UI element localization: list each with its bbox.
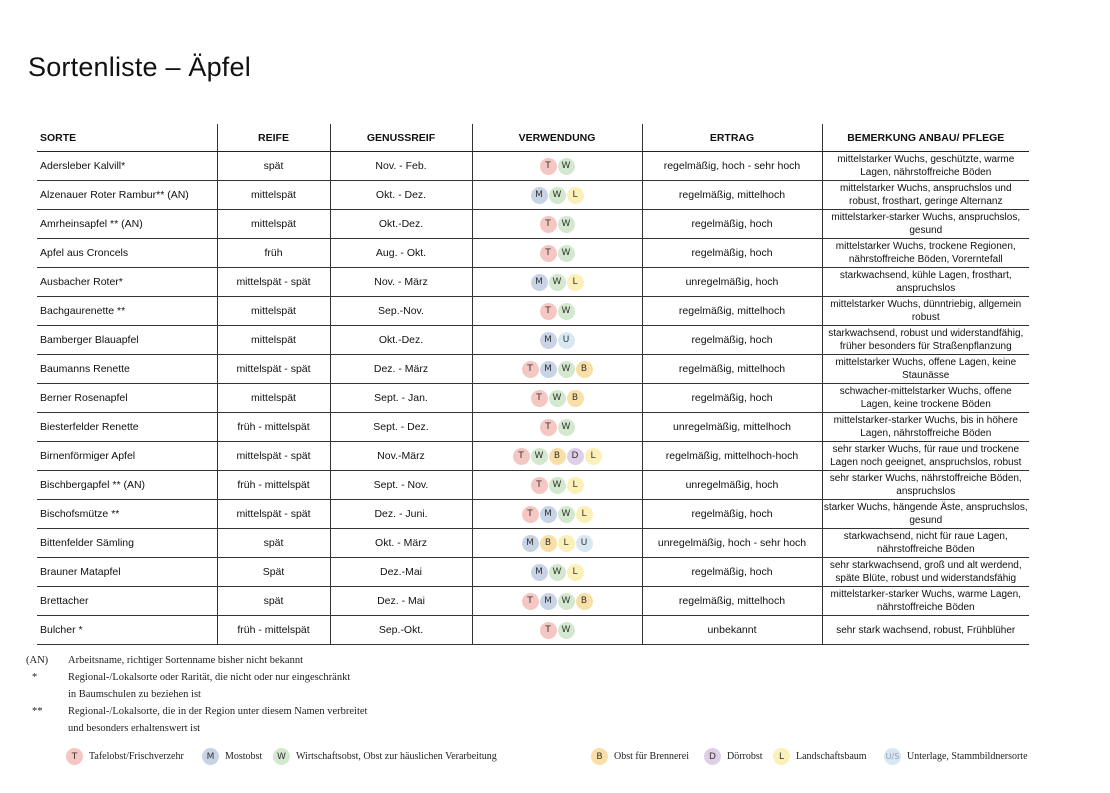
cell-ertrag: regelmäßig, mittelhoch	[642, 587, 822, 616]
cell-sorte: Biesterfelder Renette	[37, 413, 217, 442]
cell-sorte: Brauner Matapfel	[37, 558, 217, 587]
cell-ertrag: regelmäßig, hoch	[642, 239, 822, 268]
table-row	[37, 152, 1029, 181]
cell-verwendung	[472, 384, 642, 413]
cell-ertrag: regelmäßig, hoch	[642, 500, 822, 529]
cell-verwendung	[472, 558, 642, 587]
page-title: Sortenliste – Äpfel	[28, 52, 251, 82]
cell-bemerkung: mittelstarker Wuchs, offene Lagen, keine Staunässe	[822, 355, 1029, 384]
table-row	[37, 616, 1029, 645]
usage-badge: W	[549, 187, 566, 204]
cell-verwendung	[472, 297, 642, 326]
cell-ertrag: regelmäßig, mittelhoch-hoch	[642, 442, 822, 471]
cell-bemerkung: mittelstarker Wuchs, anspruchslos und robust, frosthart, geringe Alternanz	[822, 181, 1029, 210]
usage-badge: L	[567, 187, 584, 204]
key-badge: B	[591, 748, 608, 765]
cell-ertrag: regelmäßig, hoch	[642, 558, 822, 587]
cell-verwendung	[472, 529, 642, 558]
cell-verwendung	[472, 210, 642, 239]
footnote-key: *	[32, 672, 38, 683]
cell-sorte: Bittenfelder Sämling	[37, 529, 217, 558]
table-row	[37, 297, 1029, 326]
cell-bemerkung: mittelstarker Wuchs, trockene Regionen, nährstoffreiche Böden, Vorerntefall	[822, 239, 1029, 268]
cell-sorte: Ausbacher Roter*	[37, 268, 217, 297]
cell-ertrag: regelmäßig, hoch	[642, 210, 822, 239]
usage-badge: U	[558, 332, 575, 349]
usage-badge: M	[540, 332, 557, 349]
cell-sorte: Alzenauer Roter Rambur** (AN)	[37, 181, 217, 210]
cell-genussreif: Dez. - März	[330, 355, 472, 384]
usage-badge: W	[558, 419, 575, 436]
usage-badge: M	[522, 535, 539, 552]
cell-sorte: Brettacher	[37, 587, 217, 616]
usage-badge: U	[576, 535, 593, 552]
key-item	[773, 748, 867, 765]
table-row	[37, 442, 1029, 471]
key-badge: W	[273, 748, 290, 765]
table-row	[37, 239, 1029, 268]
cell-reife: mittelspät	[217, 326, 330, 355]
cell-genussreif: Nov. - Feb.	[330, 152, 472, 181]
cell-genussreif: Sept. - Nov.	[330, 471, 472, 500]
cell-genussreif: Aug. - Okt.	[330, 239, 472, 268]
usage-badge: M	[540, 506, 557, 523]
key-item	[273, 748, 497, 765]
cell-genussreif: Dez. - Mai	[330, 587, 472, 616]
cell-ertrag: regelmäßig, hoch - sehr hoch	[642, 152, 822, 181]
key-label: Obst für Brennerei	[614, 751, 689, 762]
cell-sorte: Adersleber Kalvill*	[37, 152, 217, 181]
cell-ertrag: unregelmäßig, hoch	[642, 471, 822, 500]
cell-bemerkung: mittelstarker-starker Wuchs, warme Lagen, nährstoffreiche Böden	[822, 587, 1029, 616]
cell-ertrag: unregelmäßig, mittelhoch	[642, 413, 822, 442]
usage-badge: B	[540, 535, 557, 552]
table-row	[37, 558, 1029, 587]
key-item	[704, 748, 763, 765]
cell-reife: spät	[217, 587, 330, 616]
cell-genussreif: Okt. - Dez.	[330, 181, 472, 210]
usage-badge: M	[531, 187, 548, 204]
key-label: Unterlage, Stammbildnersorte	[907, 751, 1028, 762]
usage-key-legend	[0, 748, 1110, 768]
cell-verwendung	[472, 471, 642, 500]
usage-badge: T	[522, 506, 539, 523]
key-label: Tafelobst/Frischverzehr	[89, 751, 184, 762]
footnote-text: in Baumschulen zu beziehen ist	[68, 689, 201, 700]
key-badge: L	[773, 748, 790, 765]
cell-ertrag: regelmäßig, mittelhoch	[642, 181, 822, 210]
col-header-reife: REIFE	[217, 124, 330, 152]
footnote-text: Regional-/Lokalsorte oder Rarität, die nicht oder nur eingeschränkt	[68, 672, 351, 683]
cell-bemerkung: starker Wuchs, hängende Äste, anspruchslos, gesund	[822, 500, 1029, 529]
table-header-row	[37, 124, 1029, 152]
cell-reife: Spät	[217, 558, 330, 587]
key-label: Landschaftsbaum	[796, 751, 867, 762]
usage-badge: L	[558, 535, 575, 552]
cell-ertrag: regelmäßig, hoch	[642, 326, 822, 355]
usage-badge: M	[531, 564, 548, 581]
usage-badge: L	[567, 477, 584, 494]
cell-bemerkung: starkwachsend, kühle Lagen, frosthart, anspruchslos	[822, 268, 1029, 297]
col-header-genussreif: GENUSSREIF	[330, 124, 472, 152]
cell-reife: mittelspät - spät	[217, 355, 330, 384]
cell-ertrag: unbekannt	[642, 616, 822, 645]
usage-badge: D	[567, 448, 584, 465]
cell-reife: mittelspät	[217, 210, 330, 239]
sorten-table	[37, 124, 1029, 645]
key-item	[591, 748, 689, 765]
table-row	[37, 384, 1029, 413]
table-row	[37, 413, 1029, 442]
cell-reife: spät	[217, 529, 330, 558]
table-row	[37, 181, 1029, 210]
cell-sorte: Bischofsmütze **	[37, 500, 217, 529]
table-row	[37, 355, 1029, 384]
usage-badge: L	[567, 274, 584, 291]
usage-badge: M	[540, 593, 557, 610]
cell-genussreif: Okt.-Dez.	[330, 210, 472, 239]
cell-bemerkung: sehr starker Wuchs, für raue und trockene Lagen noch geeignet, anspruchslos, robust	[822, 442, 1029, 471]
key-label: Wirtschaftsobst, Obst zur häuslichen Verarbeitung	[296, 751, 497, 762]
cell-verwendung	[472, 326, 642, 355]
cell-genussreif: Nov.-März	[330, 442, 472, 471]
cell-bemerkung: starkwachsend, robust und widerstandfähig, früher besonders für Straßenpflanzung	[822, 326, 1029, 355]
cell-sorte: Berner Rosenapfel	[37, 384, 217, 413]
usage-badge: T	[540, 216, 557, 233]
usage-badge: T	[540, 622, 557, 639]
table-row	[37, 471, 1029, 500]
cell-sorte: Bischbergapfel ** (AN)	[37, 471, 217, 500]
cell-sorte: Bulcher *	[37, 616, 217, 645]
footnote-text: und besonders erhaltenswert ist	[68, 723, 201, 734]
cell-sorte: Bamberger Blauapfel	[37, 326, 217, 355]
usage-badge: B	[576, 593, 593, 610]
cell-reife: spät	[217, 152, 330, 181]
key-badge: M	[202, 748, 219, 765]
cell-ertrag: unregelmäßig, hoch	[642, 268, 822, 297]
cell-bemerkung: mittelstarker Wuchs, dünntriebig, allgemein robust	[822, 297, 1029, 326]
col-header-verwendung: VERWENDUNG	[472, 124, 642, 152]
cell-verwendung	[472, 500, 642, 529]
cell-genussreif: Dez.-Mai	[330, 558, 472, 587]
cell-reife: mittelspät	[217, 297, 330, 326]
cell-verwendung	[472, 355, 642, 384]
cell-verwendung	[472, 413, 642, 442]
key-item	[66, 748, 184, 765]
usage-badge: W	[549, 274, 566, 291]
cell-verwendung	[472, 268, 642, 297]
key-badge: T	[66, 748, 83, 765]
key-item	[202, 748, 262, 765]
usage-badge: T	[531, 390, 548, 407]
usage-badge: W	[558, 622, 575, 639]
col-header-bemerkung: BEMERKUNG ANBAU/ PFLEGE	[822, 124, 1029, 152]
cell-genussreif: Sept. - Dez.	[330, 413, 472, 442]
usage-badge: W	[558, 216, 575, 233]
usage-badge: B	[567, 390, 584, 407]
col-header-ertrag: ERTRAG	[642, 124, 822, 152]
usage-badge: M	[540, 361, 557, 378]
key-label: Mostobst	[225, 751, 263, 762]
cell-sorte: Birnenförmiger Apfel	[37, 442, 217, 471]
cell-reife: früh	[217, 239, 330, 268]
cell-sorte: Apfel aus Croncels	[37, 239, 217, 268]
usage-badge: L	[585, 448, 602, 465]
usage-badge: W	[549, 564, 566, 581]
cell-sorte: Baumanns Renette	[37, 355, 217, 384]
cell-bemerkung: mittelstarker Wuchs, geschützte, warme Lagen, nährstoffreiche Böden	[822, 152, 1029, 181]
cell-ertrag: regelmäßig, mittelhoch	[642, 355, 822, 384]
cell-sorte: Amrheinsapfel ** (AN)	[37, 210, 217, 239]
cell-bemerkung: sehr stark wachsend, robust, Frühblüher	[822, 616, 1029, 645]
cell-bemerkung: mittelstarker-starker Wuchs, bis in höhere Lagen, nährstoffreiche Böden	[822, 413, 1029, 442]
usage-badge: W	[558, 506, 575, 523]
cell-verwendung	[472, 616, 642, 645]
cell-sorte: Bachgaurenette **	[37, 297, 217, 326]
cell-reife: mittelspät - spät	[217, 500, 330, 529]
usage-badge: M	[531, 274, 548, 291]
cell-reife: früh - mittelspät	[217, 616, 330, 645]
col-header-sorte: SORTE	[37, 124, 217, 152]
cell-verwendung	[472, 181, 642, 210]
cell-genussreif: Sep.-Nov.	[330, 297, 472, 326]
usage-badge: W	[531, 448, 548, 465]
cell-verwendung	[472, 587, 642, 616]
usage-badge: L	[576, 506, 593, 523]
table-row	[37, 210, 1029, 239]
usage-badge: T	[540, 245, 557, 262]
usage-badge: W	[558, 245, 575, 262]
cell-bemerkung: schwacher-mittelstarker Wuchs, offene Lagen, keine trockene Böden	[822, 384, 1029, 413]
table-row	[37, 587, 1029, 616]
cell-reife: früh - mittelspät	[217, 471, 330, 500]
key-label: Dörrobst	[727, 751, 763, 762]
key-badge: U/S	[884, 748, 901, 765]
usage-badge: W	[558, 303, 575, 320]
cell-bemerkung: sehr starker Wuchs, nährstoffreiche Böden, anspruchslos	[822, 471, 1029, 500]
usage-badge: B	[576, 361, 593, 378]
table-row	[37, 268, 1029, 297]
cell-reife: mittelspät	[217, 181, 330, 210]
footnote-key: **	[32, 706, 43, 717]
footnote-text: Arbeitsname, richtiger Sortenname bisher nicht bekannt	[68, 655, 304, 666]
cell-reife: mittelspät - spät	[217, 268, 330, 297]
cell-genussreif: Okt.-Dez.	[330, 326, 472, 355]
cell-bemerkung: mittelstarker-starker Wuchs, anspruchslos, gesund	[822, 210, 1029, 239]
usage-badge: T	[540, 419, 557, 436]
cell-genussreif: Sep.-Okt.	[330, 616, 472, 645]
cell-genussreif: Okt. - März	[330, 529, 472, 558]
cell-reife: mittelspät - spät	[217, 442, 330, 471]
usage-badge: T	[540, 158, 557, 175]
usage-badge: B	[549, 448, 566, 465]
table-row	[37, 529, 1029, 558]
cell-bemerkung: sehr starkwachsend, groß und alt werdend, späte Blüte, robust und widerstandsfähig	[822, 558, 1029, 587]
usage-badge: T	[522, 593, 539, 610]
usage-badge: W	[558, 361, 575, 378]
usage-badge: T	[513, 448, 530, 465]
cell-reife: mittelspät	[217, 384, 330, 413]
footnote-text: Regional-/Lokalsorte, die in der Region unter diesem Namen verbreitet	[68, 706, 368, 717]
cell-ertrag: regelmäßig, hoch	[642, 384, 822, 413]
cell-verwendung	[472, 442, 642, 471]
usage-badge: T	[522, 361, 539, 378]
cell-ertrag: regelmäßig, mittelhoch	[642, 297, 822, 326]
key-badge: D	[704, 748, 721, 765]
usage-badge: T	[540, 303, 557, 320]
usage-badge: W	[558, 593, 575, 610]
cell-verwendung	[472, 239, 642, 268]
table-row	[37, 326, 1029, 355]
cell-ertrag: unregelmäßig, hoch - sehr hoch	[642, 529, 822, 558]
usage-badge: W	[558, 158, 575, 175]
usage-badge: W	[549, 477, 566, 494]
cell-bemerkung: starkwachsend, nicht für raue Lagen, nährstoffreiche Böden	[822, 529, 1029, 558]
cell-reife: früh - mittelspät	[217, 413, 330, 442]
usage-badge: T	[531, 477, 548, 494]
usage-badge: L	[567, 564, 584, 581]
table-row	[37, 500, 1029, 529]
footnote-key: (AN)	[26, 655, 49, 666]
cell-genussreif: Dez. - Juni.	[330, 500, 472, 529]
cell-verwendung	[472, 152, 642, 181]
cell-genussreif: Sept. - Jan.	[330, 384, 472, 413]
cell-genussreif: Nov. - März	[330, 268, 472, 297]
usage-badge: W	[549, 390, 566, 407]
key-item	[884, 748, 1028, 765]
